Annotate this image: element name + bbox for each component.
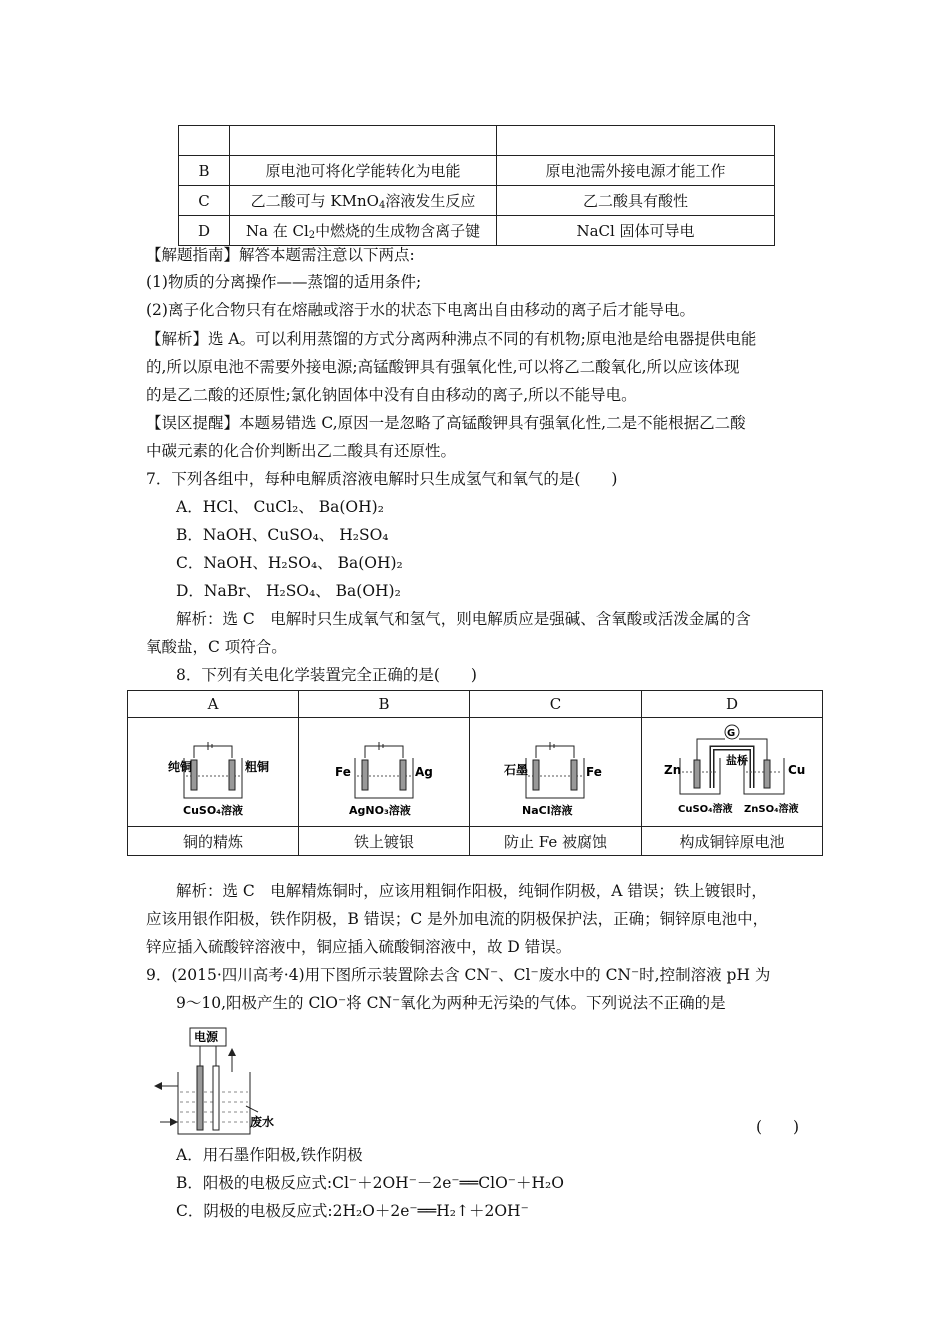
- salt-bridge-label: 盐桥: [726, 754, 748, 767]
- analysis-line: 的是乙二酸的还原性;氯化钠固体中没有自由移动的离子,所以不能导电。: [146, 386, 637, 404]
- guide-line: (1)物质的分离操作——蒸馏的适用条件;: [146, 273, 422, 291]
- label: Cu: [788, 763, 806, 777]
- caption-cell: 铜的精炼: [128, 827, 299, 856]
- apparatus-table: [127, 690, 823, 856]
- solution-label: CuSO₄溶液: [678, 804, 733, 815]
- question-9-stem: 9．(2015·四川高考·4)用下图所示装置除去含 CN⁻、Cl⁻废水中的 CN⁻时,控制溶液 pH 为: [146, 966, 771, 984]
- label: Fe: [586, 765, 602, 779]
- table-row: [128, 827, 823, 856]
- q7-option-d: D．NaBr、 H₂SO₄、 Ba(OH)₂: [176, 582, 401, 600]
- table-row: [128, 691, 823, 718]
- q7-analysis: 解析：选 C 电解时只生成氧气和氢气，则电解质应是强碱、含氧酸或活泼金属的含: [176, 610, 751, 628]
- q7-analysis: 氧酸盐，C 项符合。: [146, 638, 287, 656]
- q8-analysis: 解析：选 C 电解精炼铜时，应该用粗铜作阳极，纯铜作阴极，A 错误；铁上镀银时，: [176, 882, 767, 900]
- table-row: [179, 216, 775, 246]
- statement1-cell: [230, 216, 497, 246]
- analysis-line: 【解析】选 A。可以利用蒸馏的方式分离两种沸点不同的有机物;原电池是给电器提供电能: [146, 330, 757, 348]
- caption-cell: 防止 Fe 被腐蚀: [470, 827, 642, 856]
- electrolysis-diagram-c: [470, 718, 641, 822]
- q9-option-a: A．用石墨作阳极,铁作阴极: [176, 1146, 363, 1164]
- option-cell: C: [179, 186, 230, 216]
- statement1-cell: [230, 186, 497, 216]
- q7-option-a: A．HCl、 CuCl₂、 Ba(OH)₂: [176, 498, 384, 516]
- header-cell: A: [128, 691, 299, 718]
- solution-label: NaCl溶液: [522, 804, 573, 817]
- solution-label: ZnSO₄溶液: [744, 804, 799, 815]
- statement2-cell: [497, 126, 775, 156]
- solution-label: AgNO₃溶液: [349, 804, 411, 817]
- label: Zn: [664, 763, 682, 777]
- guide-line: 【解题指南】解答本题需注意以下两点:: [146, 246, 415, 264]
- question-7-stem: 7．下列各组中，每种电解质溶液电解时只生成氢气和氧气的是( ): [146, 470, 618, 488]
- q9-option-c: C．阴极的电极反应式:2H₂O＋2e⁻══H₂↑＋2OH⁻: [176, 1202, 529, 1220]
- text-part: 乙二酸可与 KMnO: [250, 192, 379, 210]
- analysis-line: 的,所以原电池不需要外接电源;高锰酸钾具有强氧化性,可以将乙二酸氧化,所以应该体现: [146, 358, 740, 376]
- statement1-cell: 原电池可将化学能转化为电能: [230, 156, 497, 186]
- q7-option-c: C．NaOH、H₂SO₄、 Ba(OH)₂: [176, 554, 403, 572]
- guide-line: (2)离子化合物只有在熔融或溶于水的状态下电离出自由移动的离子后才能导电。: [146, 301, 695, 319]
- subscript: 4: [378, 200, 386, 211]
- label: 石墨: [504, 763, 529, 777]
- diagram-cell: [128, 718, 299, 827]
- q9-option-b: B．阳极的电极反应式:Cl⁻＋2OH⁻－2e⁻══ClO⁻＋H₂O: [176, 1174, 564, 1192]
- table-row: [179, 186, 775, 216]
- solution-label: CuSO₄溶液: [183, 804, 243, 817]
- galvanometer-label: G: [727, 728, 736, 739]
- label: 粗铜: [245, 760, 270, 774]
- warning-line: 【误区提醒】本题易错选 C,原因一是忽略了高锰酸钾具有强氧化性,二是不能根据乙二酸: [146, 414, 746, 432]
- option-cell: D: [179, 216, 230, 246]
- option-cell: B: [179, 156, 230, 186]
- statement2-cell: 乙二酸具有酸性: [497, 186, 775, 216]
- label: Fe: [335, 765, 351, 779]
- electrolysis-diagram-b: [299, 718, 469, 822]
- statement2-cell: 原电池需外接电源才能工作: [497, 156, 775, 186]
- option-cell: [179, 126, 230, 156]
- caption-cell: 铁上镀银: [299, 827, 470, 856]
- statement1-cell: [230, 126, 497, 156]
- header-cell: B: [299, 691, 470, 718]
- warning-line: 中碳元素的化合价判断出乙二酸具有还原性。: [146, 442, 457, 460]
- table-row: [179, 156, 775, 186]
- q7-option-b: B．NaOH、CuSO₄、 H₂SO₄: [176, 526, 389, 544]
- wastewater-label: 废水: [250, 1115, 275, 1129]
- electrolysis-diagram-a: [128, 718, 298, 822]
- header-cell: C: [470, 691, 642, 718]
- header-cell: D: [642, 691, 823, 718]
- diagram-cell: [642, 718, 823, 827]
- galvanic-cell-diagram-d: [642, 718, 822, 822]
- table-row: [128, 718, 823, 827]
- caption-cell: 构成铜锌原电池: [642, 827, 823, 856]
- table-row: [179, 126, 775, 156]
- statement2-cell: NaCl 固体可导电: [497, 216, 775, 246]
- question-9-stem: 9～10,阳极产生的 ClO⁻将 CN⁻氧化为两种无污染的气体。下列说法不正确的是: [176, 994, 726, 1012]
- options-table: [178, 125, 775, 246]
- power-label: 电源: [194, 1030, 219, 1044]
- text-part: 溶液发生反应: [385, 192, 476, 210]
- wastewater-electrolysis-diagram: [150, 1026, 290, 1142]
- label: 纯铜: [168, 760, 193, 774]
- label: Ag: [415, 765, 433, 779]
- answer-parens: ( ): [756, 1118, 800, 1136]
- text-part: 中燃烧的生成物含离子键: [315, 222, 481, 240]
- question-8-stem: 8．下列有关电化学装置完全正确的是( ): [176, 666, 477, 684]
- diagram-cell: [299, 718, 470, 827]
- q8-analysis: 应该用银作阳极，铁作阴极，B 错误；C 是外加电流的阴极保护法，正确；铜锌原电池中，: [146, 910, 769, 928]
- q8-analysis: 锌应插入硫酸锌溶液中，铜应插入硫酸铜溶液中，故 D 错误。: [146, 938, 572, 956]
- subscript: 2: [308, 230, 316, 241]
- text-part: Na 在 Cl: [245, 222, 309, 240]
- diagram-cell: [470, 718, 642, 827]
